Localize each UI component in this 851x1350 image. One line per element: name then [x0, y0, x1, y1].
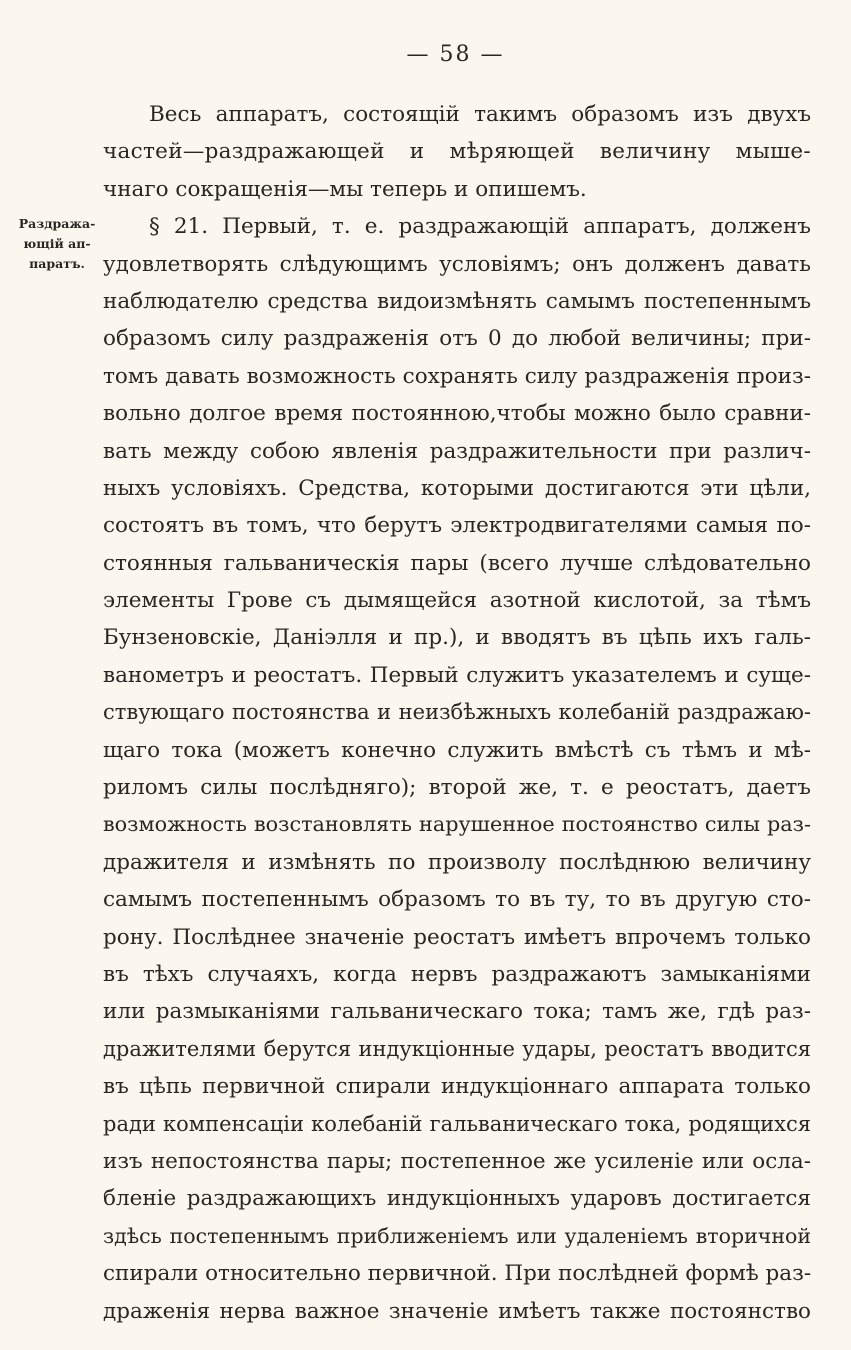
text-line: удовлетворять слѣдующимъ условіямъ; онъ долженъ давать [103, 251, 811, 277]
text-line: въ тѣхъ случаяхъ, когда нервъ раздражаютъ замыканіями [103, 961, 811, 987]
text-line: чнаго сокращенія—мы теперь и опишемъ. [103, 176, 587, 202]
text-line: ванометръ и реостатъ. Первый служитъ указателемъ и суще- [103, 662, 811, 688]
body-text [103, 96, 811, 1330]
text-line: частей—раздражающей и мѣряющей величину мыше- [103, 139, 811, 165]
text-line: дражителями берутся индукціонные удары, реостатъ вводится [103, 1036, 811, 1061]
text-line: спирали относительно первичной. При послѣдней формѣ раз- [103, 1261, 812, 1287]
text-line: образомъ силу раздраженія отъ 0 до любой величины; при- [103, 326, 811, 352]
text-line: вольно долгое время постоянною,чтобы можно было сравни- [103, 401, 811, 427]
text-line: щаго тока (можетъ конечно служить вмѣстѣ съ тѣмъ и мѣ- [103, 737, 811, 763]
text-line: возможность возстановлять нарушенное постоянство силы раз- [103, 812, 811, 837]
text-line: наблюдателю средства видоизмѣнять самымъ постепеннымъ [103, 288, 811, 314]
text-line: рону. Послѣднее значеніе реостатъ имѣетъ впрочемъ только [103, 924, 811, 950]
text-line: вать между собою явленія раздражительности при различ- [103, 438, 811, 464]
text-line: § 21. Первый, т. е. раздражающій аппаратъ, долженъ [149, 214, 811, 240]
margin-note-line: паратъ. [29, 256, 85, 271]
text-line: Бунзеновскіе, Даніэлля и пр.), и вводятъ въ цѣпь ихъ галь- [103, 625, 811, 651]
text-line: стоянныя гальваническія пары (всего лучше слѣдовательно [103, 550, 811, 576]
text-line: элементы Грове съ дымящейся азотной кислотой, за тѣмъ [103, 588, 811, 614]
text-line: драженія нерва важное значеніе имѣетъ также постоянство [103, 1298, 811, 1324]
text-line: томъ давать возможность сохранять силу раздраженія произ- [103, 363, 811, 389]
text-line: ныхъ условіяхъ. Средства, которыми достигаются эти цѣли, [103, 475, 811, 501]
margin-note-line: Раздража- [18, 216, 96, 231]
text-line: ради компенсаціи колебаній гальваническаго тока, родящихся [103, 1111, 811, 1136]
text-line: бленіе раздражающихъ индукціонныхъ ударовъ достигается [103, 1186, 811, 1212]
text-line: ствующаго постоянства и неизбѣжныхъ колебаній раздражаю- [103, 700, 811, 725]
text-line: дражителя и измѣнять по произволу послѣднюю величину [103, 849, 811, 875]
page-number: — 58 — [406, 42, 505, 67]
text-line: здѣсь постепеннымъ приближеніемъ или удаленіемъ вторичной [103, 1223, 811, 1248]
text-line: Весь аппаратъ, состоящій такимъ образомъ изъ двухъ [149, 102, 811, 127]
text-line: въ цѣпь первичной спирали индукціоннаго аппарата только [103, 1074, 811, 1100]
margin-note-line: ющій ап- [23, 236, 91, 251]
text-line: или размыканіями гальваническаго тока; тамъ же, гдѣ раз- [103, 999, 811, 1025]
text-line: состоятъ въ томъ, что берутъ электродвигателями самыя по- [103, 513, 811, 539]
text-line: самымъ постепеннымъ образомъ то въ ту, то въ другую сто- [103, 887, 811, 913]
margin-note [18, 214, 96, 274]
text-line: изъ непостоянства пары; постепенное же усиленіе или осла- [103, 1148, 811, 1174]
text-line: риломъ силы послѣдняго); второй же, т. е реостатъ, даетъ [103, 775, 811, 801]
